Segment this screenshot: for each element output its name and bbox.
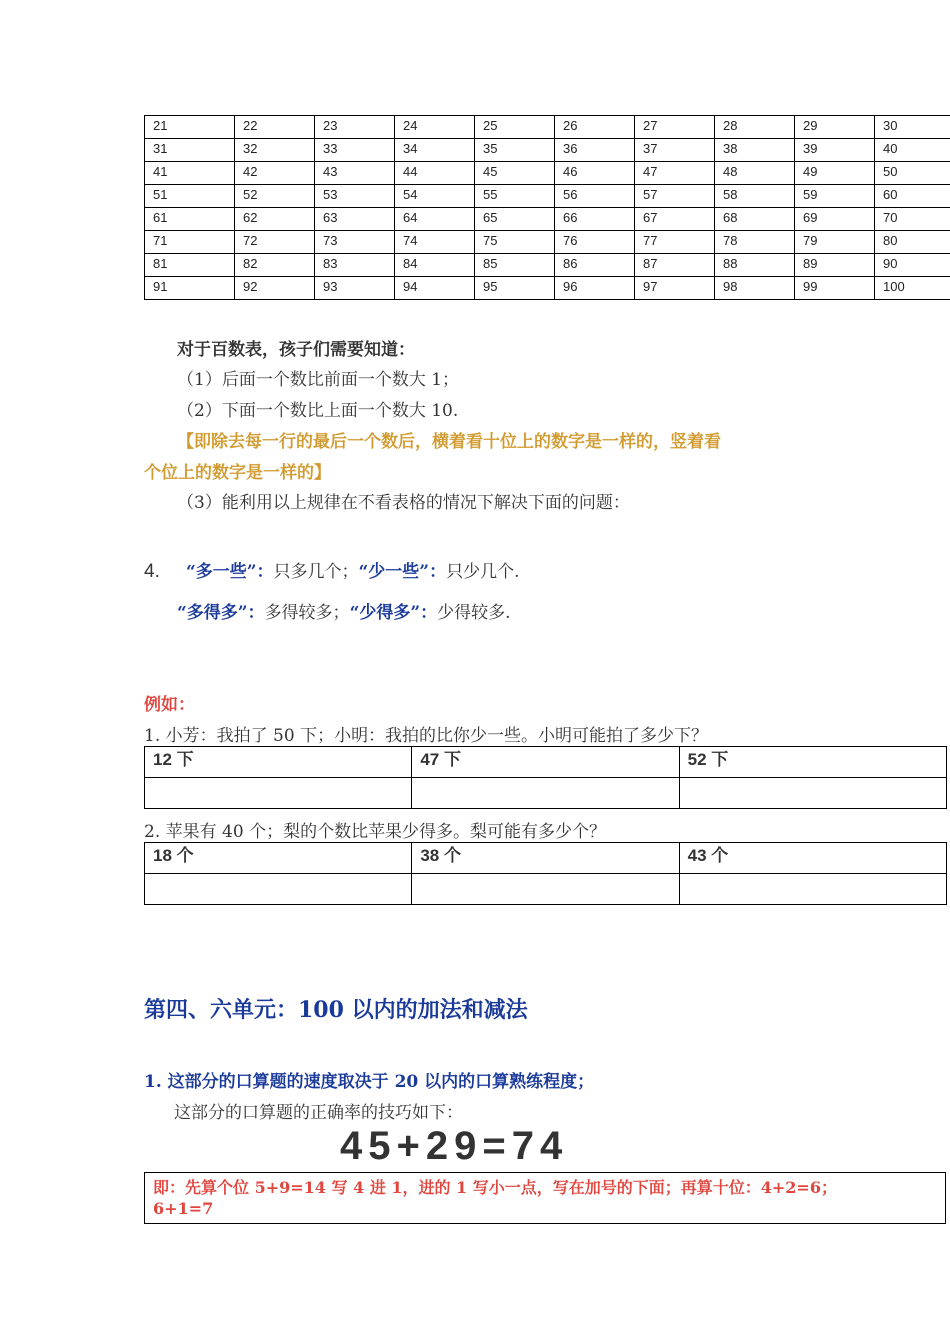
hundred-chart-cell: 25 [475, 116, 555, 139]
question-2-options-table [144, 842, 947, 905]
hundred-chart-cell: 47 [635, 162, 715, 185]
hundred-chart-cell: 75 [475, 231, 555, 254]
hundred-chart-cell: 60 [875, 185, 950, 208]
hundred-chart-cell: 78 [715, 231, 795, 254]
hundred-chart-cell: 99 [795, 277, 875, 300]
hundred-chart-cell: 28 [715, 116, 795, 139]
hundred-chart-cell: 72 [235, 231, 315, 254]
q2-option-b: 38 个 [412, 843, 679, 874]
hundred-chart-cell: 44 [395, 162, 475, 185]
question-1: 1. 小芳：我拍了 50 下；小明：我拍的比你少一些。小明可能拍了多少下？ [144, 726, 709, 746]
hundred-chart-cell: 74 [395, 231, 475, 254]
hundred-chart-row [145, 185, 950, 208]
hundred-chart-cell: 62 [235, 208, 315, 231]
section4-line-2 [177, 598, 511, 623]
example-equation: 45+29=74 [340, 1124, 569, 1168]
hundred-chart-cell: 37 [635, 139, 715, 162]
q1-answer-cell-c[interactable] [679, 778, 946, 809]
hundred-chart-cell: 61 [145, 208, 235, 231]
hundred-chart-cell: 56 [555, 185, 635, 208]
hundred-chart-row [145, 208, 950, 231]
hundred-chart-cell: 33 [315, 139, 395, 162]
section4-line-1 [144, 557, 519, 583]
hundred-chart-row [145, 116, 950, 139]
hundred-chart-cell: 21 [145, 116, 235, 139]
hundred-chart-cell: 43 [315, 162, 395, 185]
examples-label: 例如： [144, 695, 195, 715]
hundred-chart-cell: 80 [875, 231, 950, 254]
hundred-chart-cell: 34 [395, 139, 475, 162]
hundred-chart-cell: 64 [395, 208, 475, 231]
term-shao-yi-xie: “少一些”： [358, 562, 447, 582]
q2-answer-cell-a[interactable] [145, 874, 412, 905]
hundred-chart-cell: 57 [635, 185, 715, 208]
unit-title: 第四、六单元：100 以内的加法和减法 [144, 997, 528, 1023]
term-duo-yi-xie: “多一些”： [185, 562, 274, 582]
hundred-chart-row [145, 139, 950, 162]
hundred-chart-cell: 24 [395, 116, 475, 139]
q2-answer-cell-c[interactable] [679, 874, 946, 905]
hundred-chart-cell: 49 [795, 162, 875, 185]
def-duo-de-duo: 多得较多； [264, 603, 350, 623]
hundred-chart-cell: 27 [635, 116, 715, 139]
term-duo-de-duo: “多得多”： [177, 603, 265, 623]
hundred-chart-cell: 23 [315, 116, 395, 139]
hundred-chart-cell: 41 [145, 162, 235, 185]
hundred-chart-cell: 73 [315, 231, 395, 254]
explanation-line-2: 6+1=7 [153, 1199, 214, 1218]
hundred-chart-cell: 30 [875, 116, 950, 139]
hundred-chart-cell: 55 [475, 185, 555, 208]
hundred-chart-cell: 53 [315, 185, 395, 208]
q1-answer-cell-a[interactable] [145, 778, 412, 809]
unit-point-1: 1. 这部分的口算题的速度取决于 20 以内的口算熟练程度； [144, 1072, 595, 1092]
hundred-chart-cell: 88 [715, 254, 795, 277]
section4-number: 4. [144, 561, 160, 582]
term-shao-de-duo: “少得多”： [349, 603, 438, 623]
q1-answer-cell-b[interactable] [412, 778, 679, 809]
hundred-rule-2: （2）下面一个数比上面一个数大 10. [177, 401, 459, 421]
hundred-chart-cell: 52 [235, 185, 315, 208]
hundred-chart-cell: 89 [795, 254, 875, 277]
explanation-line-1: 即：先算个位 5+9=14 写 4 进 1，进的 1 写小一点，写在加号的下面；再算十位：4+2=6； [153, 1178, 837, 1197]
hundred-chart-cell: 70 [875, 208, 950, 231]
hundred-chart-cell: 35 [475, 139, 555, 162]
hundred-chart-cell: 59 [795, 185, 875, 208]
hundred-chart-cell: 39 [795, 139, 875, 162]
hundred-chart-cell: 91 [145, 277, 235, 300]
hundred-chart-cell: 83 [315, 254, 395, 277]
q2-option-c: 43 个 [679, 843, 946, 874]
hundred-chart-cell: 93 [315, 277, 395, 300]
question-1-options-table [144, 746, 947, 809]
hundred-rule-1: （1）后面一个数比前面一个数大 1； [177, 370, 460, 390]
hundred-chart-cell: 66 [555, 208, 635, 231]
hundred-highlight-line-1: 【即除去每一行的最后一个数后，横着看十位上的数字是一样的，竖着看 [177, 432, 721, 452]
hundred-chart-cell: 94 [395, 277, 475, 300]
hundred-chart-cell: 45 [475, 162, 555, 185]
hundred-chart-cell: 84 [395, 254, 475, 277]
hundred-chart-cell: 71 [145, 231, 235, 254]
hundred-chart-cell: 92 [235, 277, 315, 300]
hundred-chart-cell: 42 [235, 162, 315, 185]
unit-tip-intro: 这部分的口算题的正确率的技巧如下： [174, 1103, 463, 1123]
q1-option-c: 52 下 [679, 747, 946, 778]
hundred-chart-cell: 26 [555, 116, 635, 139]
hundred-notes-heading: 对于百数表，孩子们需要知道： [177, 340, 415, 360]
hundred-chart-cell: 38 [715, 139, 795, 162]
hundred-chart-cell: 79 [795, 231, 875, 254]
hundred-chart-cell: 29 [795, 116, 875, 139]
hundred-chart-cell: 95 [475, 277, 555, 300]
hundred-chart-cell: 54 [395, 185, 475, 208]
hundred-chart-cell: 97 [635, 277, 715, 300]
hundred-chart-cell: 77 [635, 231, 715, 254]
equation-explanation-box [144, 1172, 946, 1224]
hundred-chart-cell: 76 [555, 231, 635, 254]
hundred-chart-cell: 81 [145, 254, 235, 277]
hundred-chart-cell: 32 [235, 139, 315, 162]
def-shao-yi-xie: 只少几个. [446, 562, 520, 582]
hundred-chart-cell: 96 [555, 277, 635, 300]
hundred-chart-cell: 46 [555, 162, 635, 185]
hundred-chart-cell: 98 [715, 277, 795, 300]
hundred-chart-cell: 82 [235, 254, 315, 277]
q2-answer-cell-b[interactable] [412, 874, 679, 905]
hundred-chart-table [144, 115, 950, 300]
hundred-chart-cell: 48 [715, 162, 795, 185]
q2-option-a: 18 个 [145, 843, 412, 874]
hundred-chart-cell: 100 [875, 277, 950, 300]
hundred-chart-row [145, 162, 950, 185]
hundred-chart-cell: 40 [875, 139, 950, 162]
hundred-chart-row [145, 277, 950, 300]
question-2: 2. 苹果有 40 个；梨的个数比苹果少得多。梨可能有多少个？ [144, 822, 607, 842]
hundred-chart-cell: 69 [795, 208, 875, 231]
hundred-chart-cell: 63 [315, 208, 395, 231]
hundred-chart-cell: 67 [635, 208, 715, 231]
q1-option-a: 12 下 [145, 747, 412, 778]
hundred-chart-cell: 85 [475, 254, 555, 277]
hundred-chart-row [145, 254, 950, 277]
def-shao-de-duo: 少得较多. [437, 603, 511, 623]
hundred-chart-cell: 51 [145, 185, 235, 208]
hundred-chart-cell: 90 [875, 254, 950, 277]
hundred-chart-cell: 22 [235, 116, 315, 139]
hundred-chart-cell: 87 [635, 254, 715, 277]
hundred-chart-cell: 36 [555, 139, 635, 162]
hundred-chart-cell: 50 [875, 162, 950, 185]
hundred-rule-3: （3）能利用以上规律在不看表格的情况下解决下面的问题： [177, 493, 630, 513]
hundred-chart-cell: 58 [715, 185, 795, 208]
q1-option-b: 47 下 [412, 747, 679, 778]
hundred-chart-row [145, 231, 950, 254]
hundred-chart-cell: 86 [555, 254, 635, 277]
def-duo-yi-xie: 只多几个； [273, 562, 359, 582]
hundred-highlight-line-2: 个位上的数字是一样的】 [144, 463, 331, 483]
hundred-chart-cell: 65 [475, 208, 555, 231]
hundred-chart-cell: 31 [145, 139, 235, 162]
hundred-chart-cell: 68 [715, 208, 795, 231]
